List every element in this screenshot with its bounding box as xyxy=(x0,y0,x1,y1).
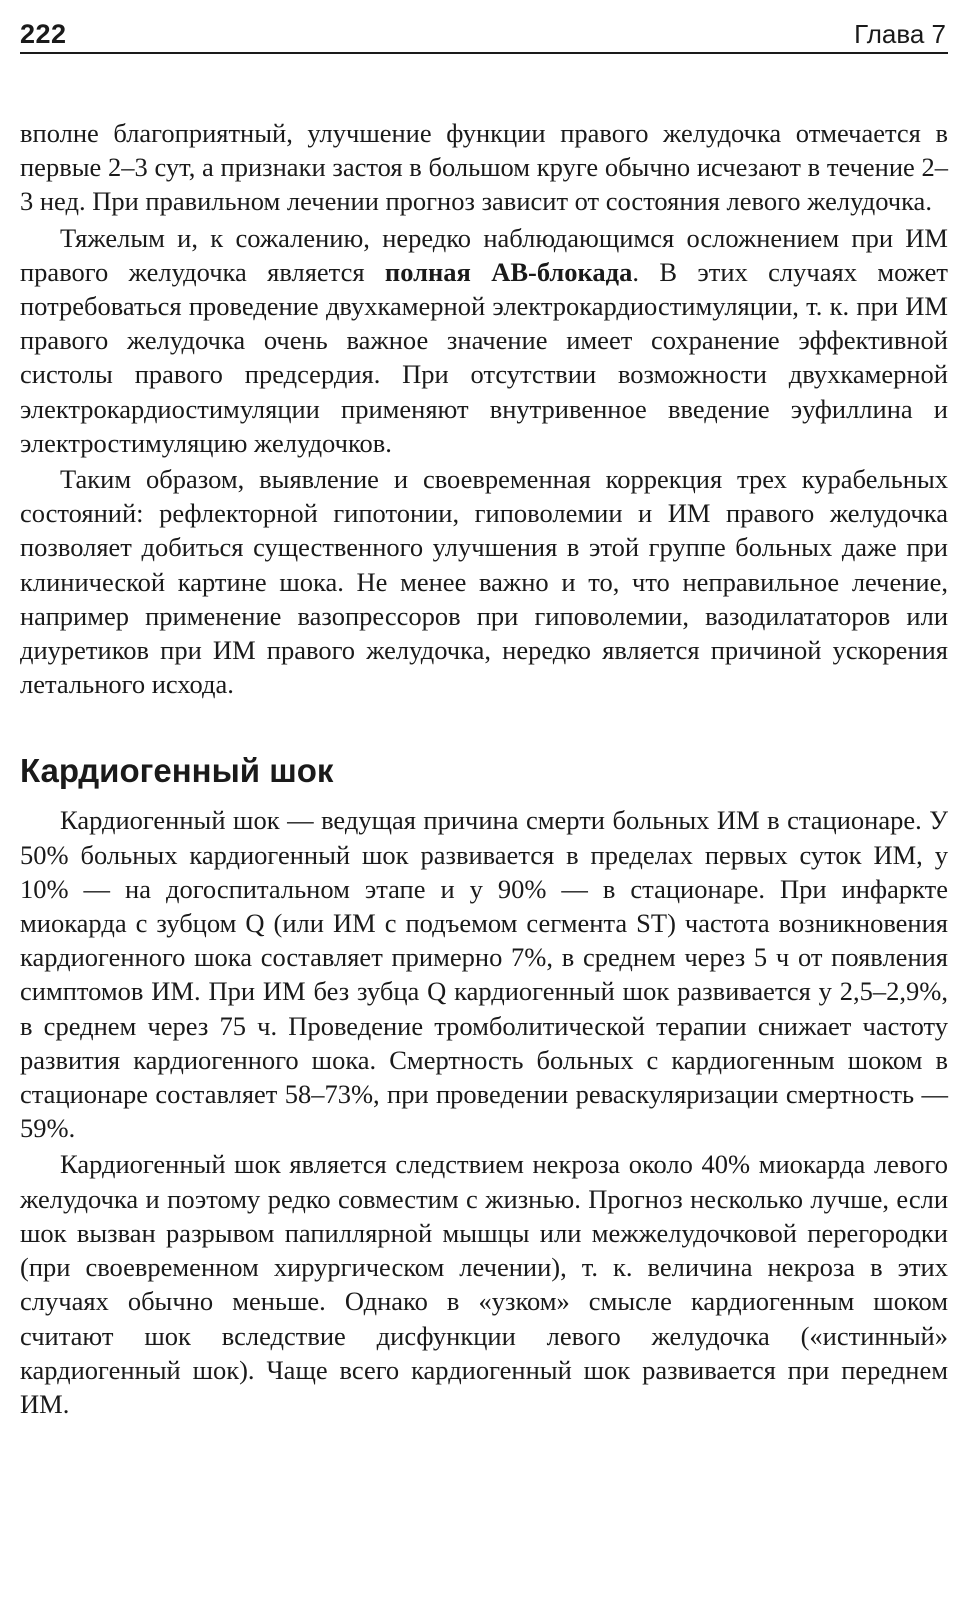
section-paragraph-2: Кардиогенный шок является следствием некроза около 40% миокарда левого желудочка и поэтому редко совместим с жизнью. Прогноз несколько лучше, если шок вызван разрывом папиллярной мышцы или межжелудочковой перегородки (при своевременном хирургическом лечении), т. к. величина некроза в этих случаях обычно меньше. Однако в «узком» смысле кардиогенным шоком считают шок вследствие дисфункции левого желудочка («истинный» кардиогенный шок). Чаще всего кардиогенный шок развивается при переднем ИМ. xyxy=(20,1149,948,1419)
body-text xyxy=(20,116,948,701)
running-header xyxy=(20,18,948,54)
paragraph-av-block xyxy=(20,221,948,460)
page-number: 222 xyxy=(20,19,67,49)
section-heading: Кардиогенный шок xyxy=(20,752,334,790)
paragraph-continuation: вполне благоприятный, улучшение функции правого желудочка отмечается в первые 2–3 сут, а признаки застоя в большом круге обычно исчезают в течение 2–3 нед. При правильном лечении прогноз зависит от состояния левого желудочка. xyxy=(20,118,948,217)
chapter-label: Глава 7 xyxy=(854,19,946,49)
bold-term-av-block: полная АВ-блокада xyxy=(384,256,633,287)
book-page xyxy=(20,18,948,1421)
section-body xyxy=(20,803,948,1421)
paragraph-av-block-lead: Тяжелым и, к сожалению, нередко наблюдающимся осложнением при ИМ правого желудочка является xyxy=(20,222,948,287)
paragraph-av-block-rest: . В этих случаях может потребоваться проведение двухкамерной электрокардиостимуляции, т. к. при ИМ правого желудочка очень важное значение имеет сохранение эффективной систолы правого предсердия. При отсутствии возможности двухкамерной электрокардиостимуляции применяют внутривенное введение эуфиллина и электростимуляцию желудочков. xyxy=(20,256,948,458)
section-paragraph-1: Кардиогенный шок — ведущая причина смерти больных ИМ в стационаре. У 50% больных кардиогенный шок развивается в пределах первых суток ИМ, у 10% — на догоспитальном этапе и у 90% — в стационаре. При инфаркте миокарда с зубцом Q (или ИМ с подъемом сегмента ST) частота возникновения кардиогенного шока составляет примерно 7%, в среднем через 5 ч от появления симптомов ИМ. При ИМ без зубца Q кардиогенный шок развивается у 2,5–2,9%, в среднем через 75 ч. Проведение тромболитической терапии снижает частоту развития кардиогенного шока. Смертность больных с кардиогенным шоком в стационаре составляет 58–73%, при проведении реваскуляризации смертность — 59%. xyxy=(20,805,948,1144)
paragraph-summary: Таким образом, выявление и своевременная коррекция трех курабельных состояний: рефлекторной гипотонии, гиповолемии и ИМ правого желудочка позволяет добиться существенного улучшения в этой группе больных даже при клинической картине шока. Не менее важно и то, что неправильное лечение, например применение вазопрессоров при гиповолемии, вазодилататоров или диуретиков при ИМ правого желудочка, нередко является причиной ускорения летального исхода. xyxy=(20,464,948,700)
